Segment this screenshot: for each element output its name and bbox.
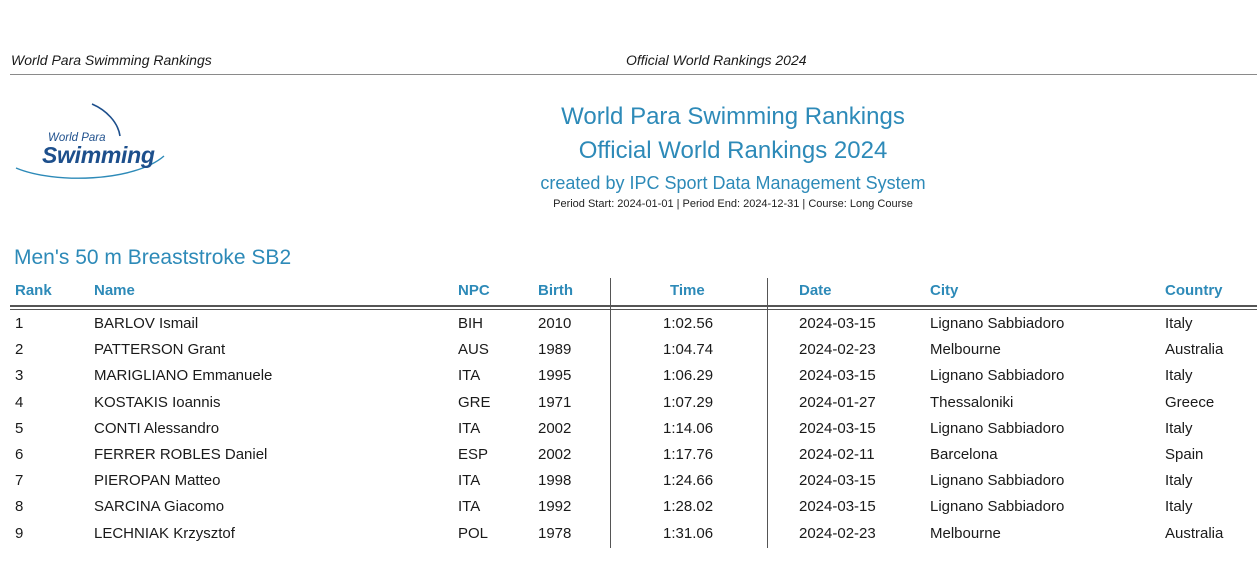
table-row [0,340,1257,366]
cell-city: Barcelona [930,445,998,463]
cell-time: 1:06.29 [663,367,714,385]
table-row [0,393,1257,419]
cell-npc: GRE [458,393,491,411]
cell-country: Spain [1165,445,1204,463]
cell-city: Lignano Sabbiadoro [930,498,1065,516]
cell-npc: ITA [458,367,481,385]
main-title: World Para Swimming Rankings [561,103,905,130]
cell-date: 2024-02-23 [799,341,876,359]
cell-time: 1:07.29 [663,393,714,411]
cell-npc: ESP [458,445,489,463]
cell-npc: ITA [458,472,481,490]
cell-city: Thessaloniki [930,393,1014,411]
logo-line2: Swimming [42,142,155,168]
header-rule [10,309,1257,310]
cell-npc: ITA [458,498,481,516]
period-info: Period Start: 2024-01-01 | Period End: 2024-12-31 | Course: Long Course [553,198,913,210]
cell-date: 2024-02-23 [799,524,876,542]
cell-birth: 1998 [538,472,572,490]
cell-city: Lignano Sabbiadoro [930,315,1065,332]
cell-city: Melbourne [930,341,1001,359]
cell-birth: 2002 [538,419,572,437]
cell-city: Lignano Sabbiadoro [930,367,1065,385]
header-time: Time [670,282,705,299]
cell-rank: 8 [15,498,24,516]
cell-name: SARCINA Giacomo [94,498,225,516]
header-rank: Rank [15,282,52,299]
cell-name: CONTI Alessandro [94,419,220,437]
cell-time: 1:17.76 [663,445,714,463]
created-by: created by IPC Sport Data Management System [540,173,926,193]
cell-date: 2024-03-15 [799,472,876,490]
cell-country: Italy [1165,498,1193,516]
cell-birth: 1978 [538,524,572,542]
cell-rank: 5 [15,419,24,437]
cell-country: Italy [1165,419,1193,437]
cell-date: 2024-03-15 [799,419,876,437]
cell-name: PIEROPAN Matteo [94,472,221,490]
table-body [0,314,1257,550]
cell-date: 2024-03-15 [799,367,876,385]
header-date: Date [799,282,832,299]
cell-time: 1:02.56 [663,315,714,332]
cell-rank: 3 [15,367,24,385]
cell-date: 2024-01-27 [799,393,876,411]
table-row [0,445,1257,471]
header-city: City [930,282,959,299]
cell-birth: 1992 [538,498,572,516]
cell-time: 1:24.66 [663,472,714,490]
page-header [10,50,1257,75]
header-left-text: World Para Swimming Rankings [11,52,212,68]
cell-country: Italy [1165,315,1193,332]
header-npc: NPC [458,282,490,299]
cell-country: Italy [1165,472,1193,490]
cell-country: Australia [1165,341,1224,359]
cell-name: LECHNIAK Krzysztof [94,524,235,542]
table-header [0,282,1257,304]
cell-birth: 1995 [538,367,572,385]
cell-city: Melbourne [930,524,1001,542]
cell-name: MARIGLIANO Emmanuele [94,367,273,385]
cell-country: Italy [1165,367,1193,385]
header-country: Country [1165,282,1223,299]
cell-birth: 1971 [538,393,572,411]
cell-birth: 1989 [538,341,572,359]
cell-npc: BIH [458,315,484,332]
cell-name: BARLOV Ismail [94,315,199,332]
cell-rank: 4 [15,393,24,411]
cell-country: Greece [1165,393,1215,411]
cell-name: KOSTAKIS Ioannis [94,393,221,411]
cell-rank: 9 [15,524,24,542]
cell-rank: 6 [15,445,24,463]
cell-npc: POL [458,524,489,542]
cell-birth: 2010 [538,315,572,332]
table-row [0,366,1257,392]
cell-date: 2024-02-11 [799,445,875,463]
table-row [0,497,1257,523]
event-title: Men's 50 m Breaststroke SB2 [14,246,292,269]
logo-line1: World Para [48,132,106,144]
table-row [0,471,1257,497]
cell-time: 1:28.02 [663,498,714,516]
cell-rank: 1 [15,315,24,332]
header-birth: Birth [538,282,573,299]
cell-time: 1:04.74 [663,341,714,359]
cell-name: FERRER ROBLES Daniel [94,445,268,463]
main-subtitle: Official World Rankings 2024 [578,137,888,164]
table-row [0,419,1257,445]
cell-country: Australia [1165,524,1224,542]
cell-name: PATTERSON Grant [94,341,226,359]
cell-rank: 2 [15,341,24,359]
cell-city: Lignano Sabbiadoro [930,419,1065,437]
title-block [400,100,1066,212]
table-row [0,314,1257,340]
cell-npc: ITA [458,419,481,437]
header-rule [10,305,1257,307]
cell-city: Lignano Sabbiadoro [930,472,1065,490]
cell-date: 2024-03-15 [799,315,876,332]
header-center-text: Official World Rankings 2024 [626,52,807,68]
header-name: Name [94,282,135,299]
world-para-swimming-logo [14,96,174,188]
cell-time: 1:14.06 [663,419,714,437]
cell-time: 1:31.06 [663,524,714,542]
cell-npc: AUS [458,341,489,359]
cell-rank: 7 [15,472,24,490]
cell-date: 2024-03-15 [799,498,876,516]
table-row [0,524,1257,550]
cell-birth: 2002 [538,445,572,463]
